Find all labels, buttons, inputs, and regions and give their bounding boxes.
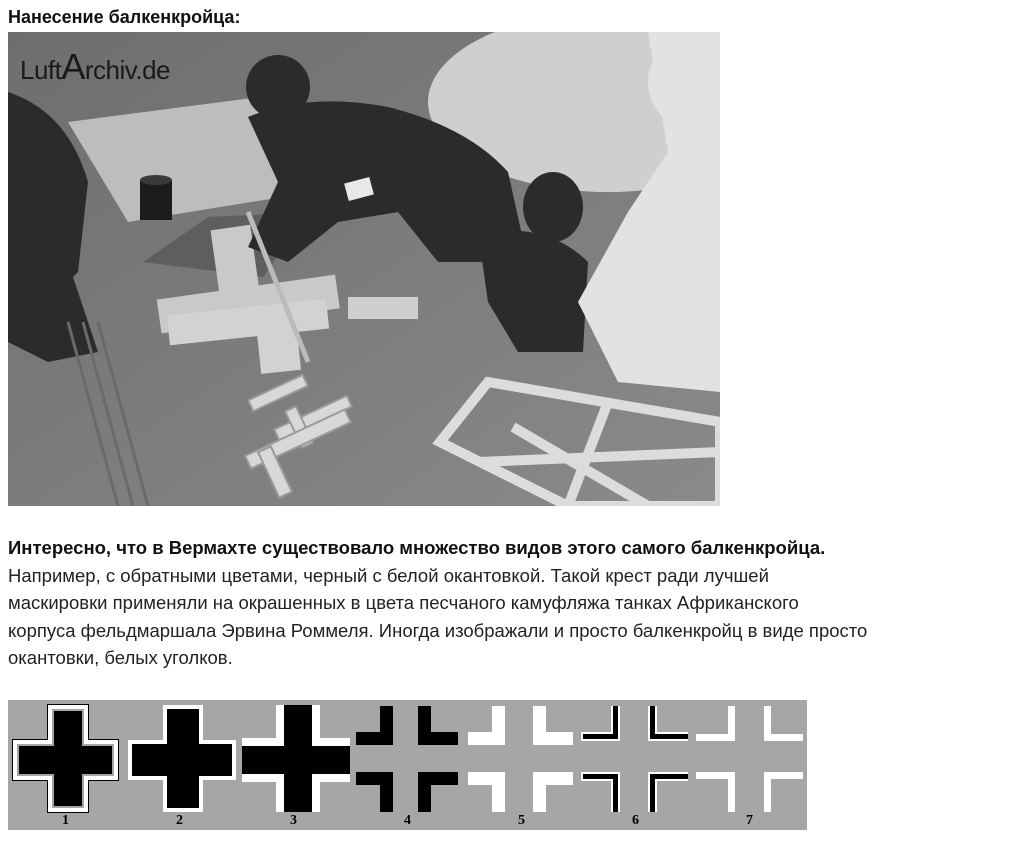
historical-photo [8,32,720,506]
cross-variant-1 [13,705,118,812]
paragraph-line: корпуса фельдмаршала Эрвина Роммеля. Иногда изображали и просто балкенкройц в виде просто [8,619,868,641]
cross-variant-4 [356,706,458,812]
paragraph-lead: Интересно, что в Вермахте существовало множество видов этого самого балкенкройца. [8,537,826,558]
paragraph-line: маскировки применяли на окрашенных в цвета песчаного камуфляжа танках Африканского [8,592,799,613]
cross-label-5: 5 [518,813,525,828]
paragraph-line: окантовки, белых уголков. [8,647,233,668]
cross-variant-2 [128,705,236,812]
cross-variant-5 [468,706,573,812]
cross-label-2: 2 [176,813,183,828]
section-heading: Нанесение балкенкройца: [8,7,241,27]
photo-illustration [8,32,720,506]
cross-label-1: 1 [62,813,69,828]
cross-variant-6 [581,706,688,812]
luftarchiv-watermark: LuftArchiv.de [20,46,170,87]
cross-label-3: 3 [290,813,297,828]
cross-variant-7 [696,706,803,812]
crosses-illustration [8,700,807,830]
balkenkreuz-variants-figure [8,700,807,830]
cross-label-4: 4 [404,813,411,828]
paragraph-line: Например, с обратными цветами, черный с белой окантовкой. Такой крест ради лучшей [8,564,769,586]
cross-label-6: 6 [632,813,639,828]
cross-variant-3 [242,705,350,812]
article-paragraph [8,534,1008,672]
cross-label-7: 7 [746,813,753,828]
